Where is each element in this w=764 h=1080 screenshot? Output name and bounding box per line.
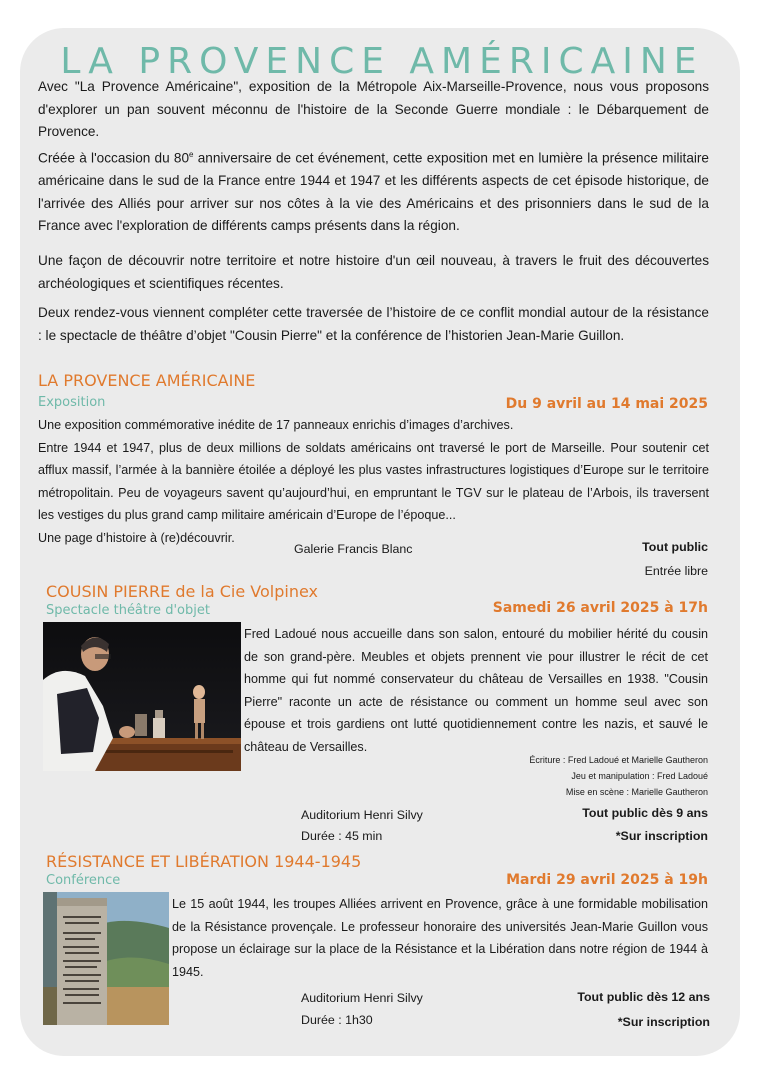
event-line: Une page d’histoire à (re)découvrir. — [38, 530, 235, 545]
event-duration: Durée : 1h30 — [301, 1013, 373, 1027]
event-title: RÉSISTANCE ET LIBÉRATION 1944-1945 — [46, 852, 362, 871]
intro-block-1 — [38, 76, 709, 238]
event-venue: Auditorium Henri Silvy — [301, 808, 423, 822]
event-title: LA PROVENCE AMÉRICAINE — [38, 371, 256, 390]
event-audience: Tout public dès 9 ans — [582, 806, 708, 820]
page-title: LA PROVENCE AMÉRICAINE — [60, 41, 704, 82]
intro-paragraph-2: Créée à l'occasion du 80e anniversaire de cet événement, cette exposition met en lumière la présence militaire américaine dans le sud de la France entre 1944 et 1947 et les différents aspects de cet épisode historique, de l'arrivée des Alliés pour arriver sur nos côtes à la vie des Américains et des prisonniers dans le sud de la France avec l'exploration de différents camps présents dans la région. — [38, 149, 709, 234]
event-credit: Jeu et manipulation : Fred Ladoué — [571, 771, 708, 781]
event-duration: Durée : 45 min — [301, 829, 383, 843]
event-description: Fred Ladoué nous accueille dans son salon, entouré du mobilier hérité du cousin de son grand-père. Meubles et objets prennent vie pour illustrer le récit de cet homme qui fut nommé conservateur du château de Versailles en 1938. "Cousin Pierre" raconte un acte de résistance ou comment un homme seul avec son épouse et trois gardiens ont lutté quotidiennement contre les nazis, et sauvé le château de Versailles. — [244, 627, 708, 754]
event-description — [38, 414, 709, 550]
event-audience: Tout public dès 12 ans — [577, 990, 710, 1004]
event-date: Samedi 26 avril 2025 à 17h — [492, 600, 708, 616]
event-audience: Tout public — [642, 540, 708, 554]
intro-paragraph-1: Avec "La Provence Américaine", exposition de la Métropole Aix-Marseille-Provence, nous vous proposons d'explorer un pan souvent méconnu de l'histoire de la Seconde Guerre mondiale : le Débarquement de Provence. — [38, 79, 709, 140]
event-line: Une exposition commémorative inédite de 17 panneaux enrichis d’images d’archives. — [38, 418, 514, 432]
event-date: Mardi 29 avril 2025 à 19h — [506, 872, 708, 888]
event-registration-note: *Sur inscription — [617, 1015, 710, 1029]
intro-paragraph-3: Une façon de découvrir notre territoire et notre histoire d'un œil nouveau, à travers le fruit des découvertes archéologiques et scientifiques récentes. — [38, 253, 709, 291]
event-description: Le 15 août 1944, les troupes Alliées arrivent en Provence, grâce à une formidable mobilisation de la Résistance provençale. Le professeur honoraire des universités Jean-Marie Guillon vous propose un éclairage sur la place de la Résistance et la Libération dans notre région de 1944 à 1945. — [172, 897, 708, 979]
intro-paragraph-4: Deux rendez-vous viennent compléter cette traversée de l’histoire de ce conflit mondial autour de la résistance : le spectacle de théâtre d’objet "Cousin Pierre" et la conférence de l’historien Jean-Marie Guillon. — [38, 305, 709, 343]
event-subtitle: Exposition — [38, 395, 106, 410]
event-credit: Écriture : Fred Ladoué et Marielle Gautheron — [529, 755, 708, 765]
event-line: Entre 1944 et 1947, plus de deux millions de soldats américains ont traversé le port de Marseille. Pour soutenir cet afflux massif, l’armée à la bannière étoilée a déployé les plus vastes infrastructures logistiques d’Europe sur le territoire métropolitain. Peu de voyageurs savent qu’aujourd’hui, en empruntant le TGV sur le plateau de l’Arbois, ils traversent les vestiges du plus grand camp militaire américain d’Europe de l’époque... — [38, 440, 709, 523]
monument-photo — [43, 892, 169, 1025]
event-venue: Galerie Francis Blanc — [294, 542, 413, 556]
event-registration-note: *Sur inscription — [615, 829, 708, 843]
event-credit: Mise en scène : Marielle Gautheron — [565, 787, 708, 797]
event-date: Du 9 avril au 14 mai 2025 — [505, 396, 708, 412]
event-venue: Auditorium Henri Silvy — [301, 991, 423, 1005]
performer-photo — [43, 622, 241, 771]
event-subtitle: Conférence — [46, 873, 121, 888]
event-title: COUSIN PIERRE de la Cie Volpinex — [46, 582, 318, 601]
event-access: Entrée libre — [644, 564, 708, 578]
event-subtitle: Spectacle théâtre d'objet — [46, 603, 210, 618]
